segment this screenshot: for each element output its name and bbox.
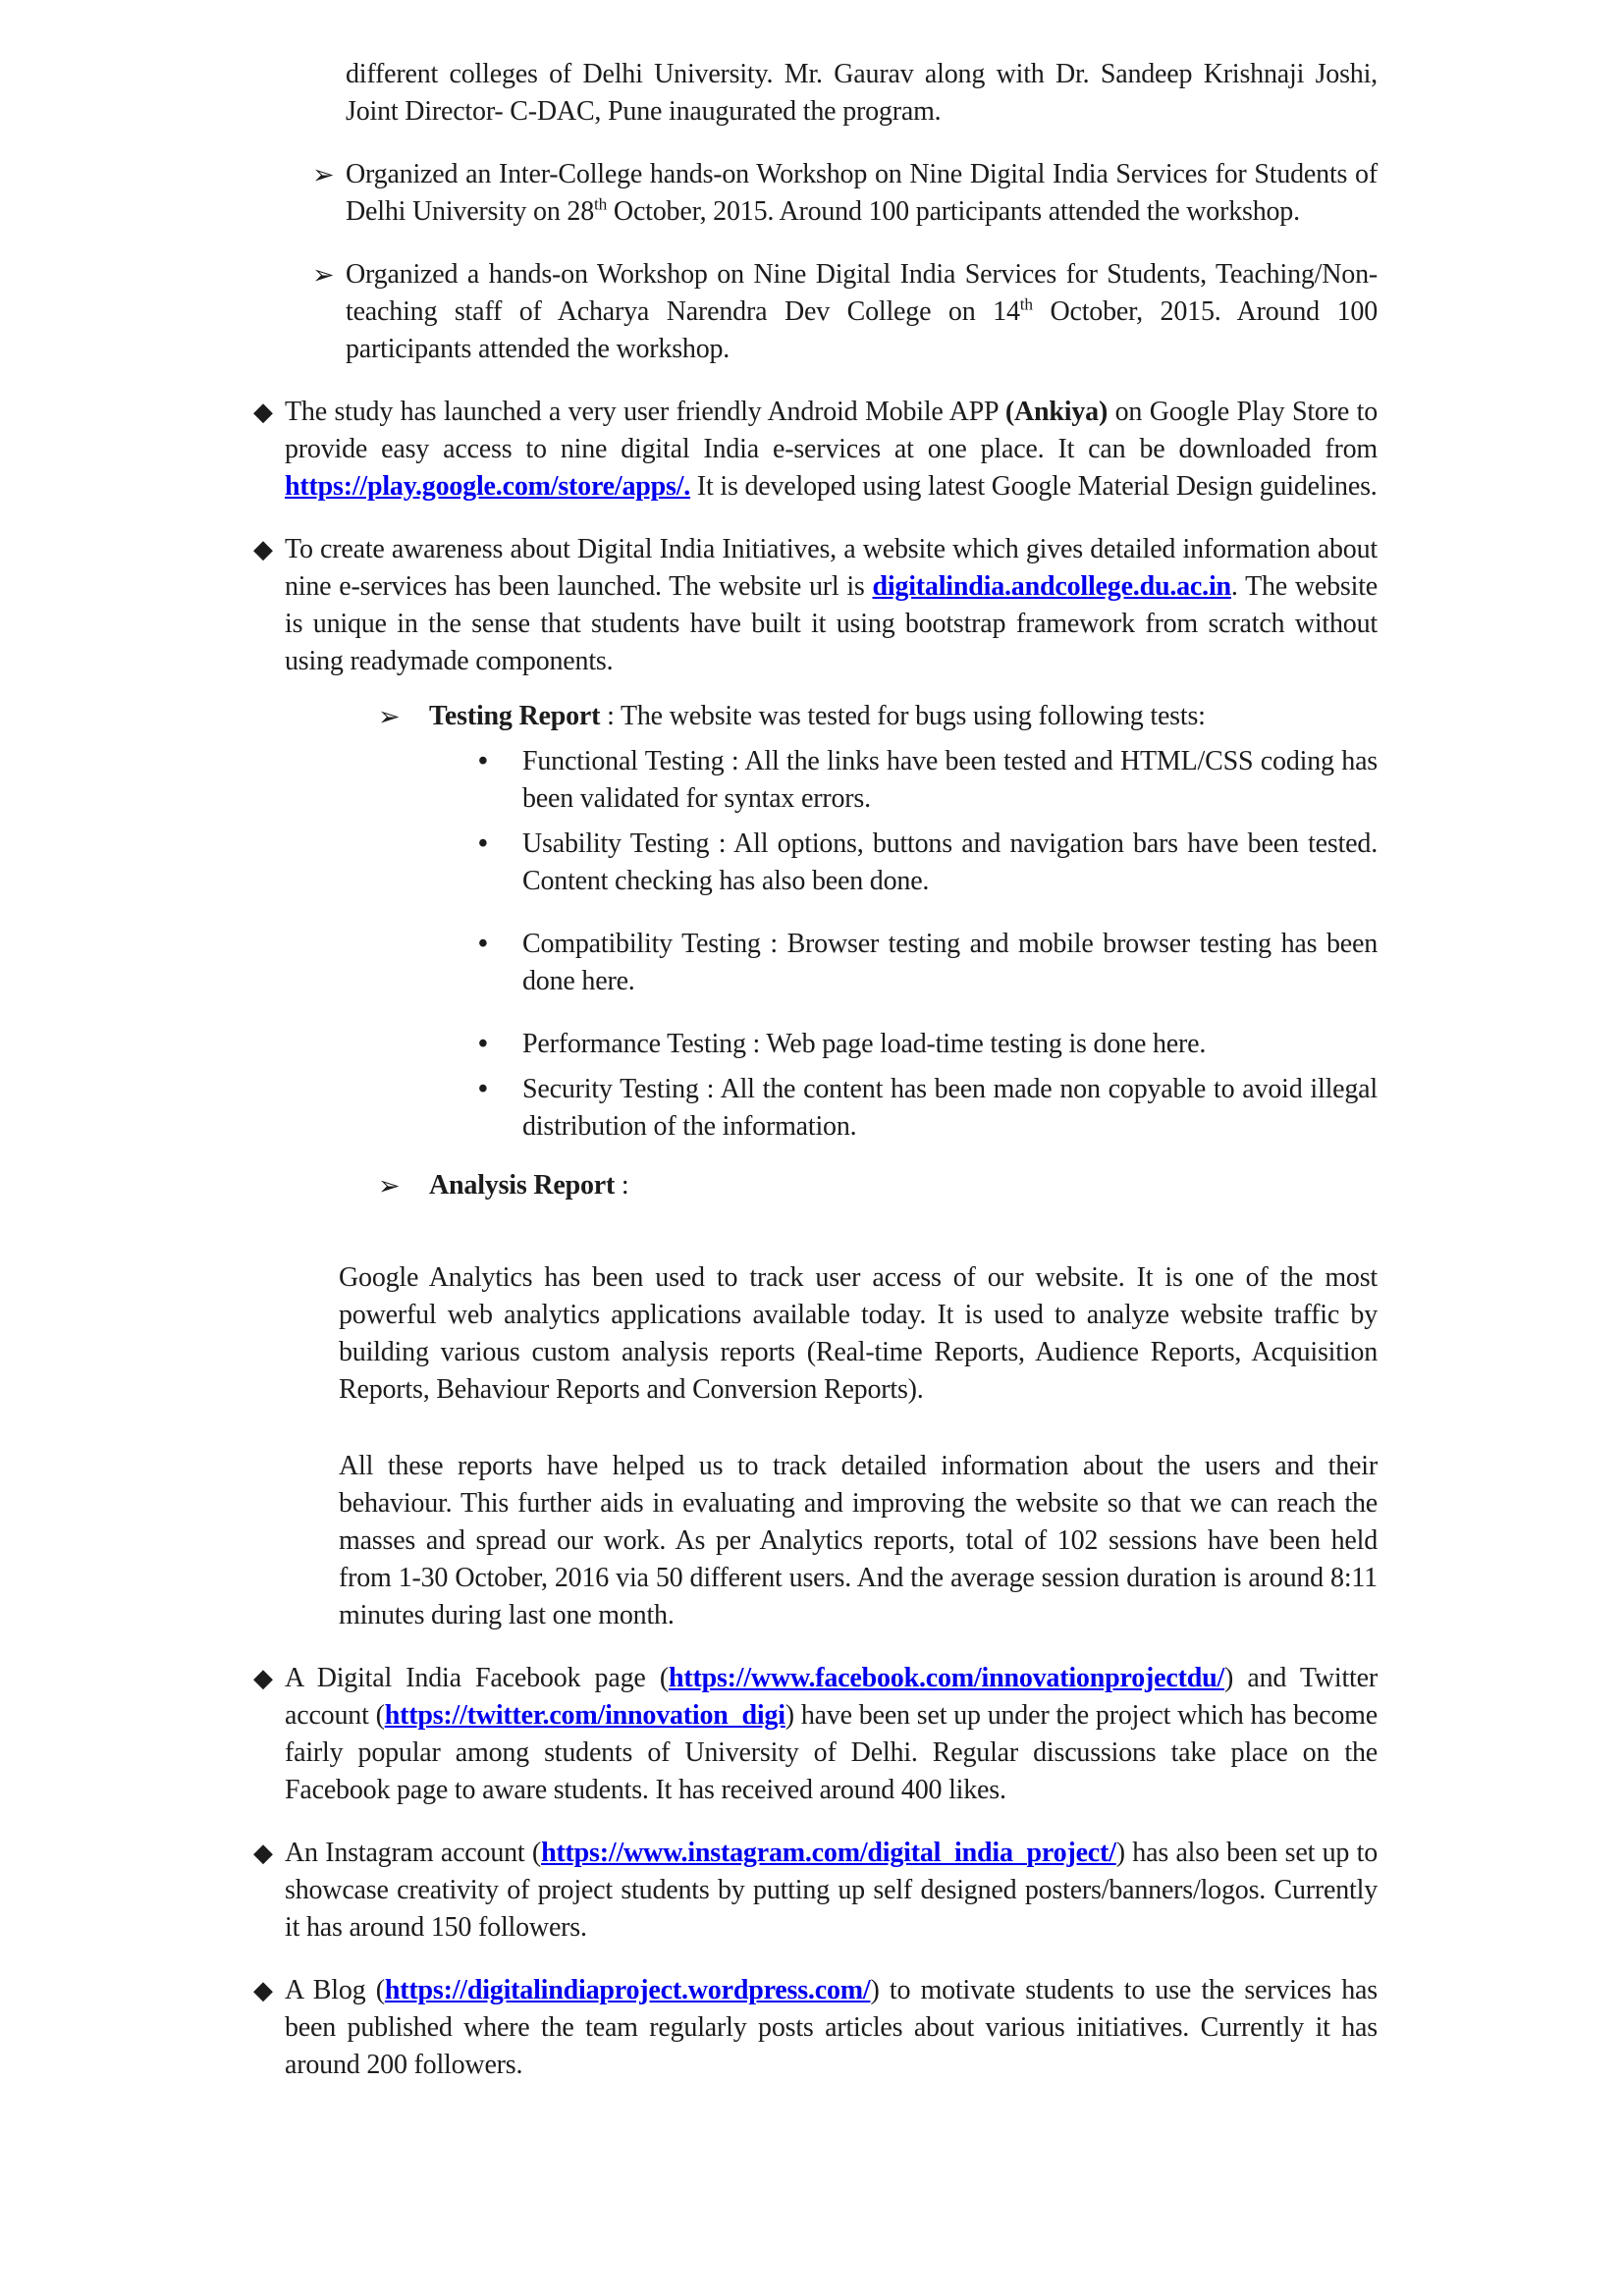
- diamond-bullet-icon: ◆: [253, 1664, 273, 1692]
- text-run: . The website is unique in the sense that students have built it using bootstrap framework from scratch without using readymade components.: [285, 571, 1378, 676]
- text-run: October, 2015. Around 100 participants attended the workshop.: [346, 296, 1378, 364]
- testing-report-heading-text: [429, 698, 1378, 735]
- test-security-text: [522, 1071, 1378, 1146]
- instagram-item-text: [285, 1835, 1378, 1947]
- text-run: Google Analytics has been used to track user access of our website. It is one of the most powerful web analytics applications available today. It is used to analyze website traffic by building various custom analysis reports (Real-time Reports, Audience Reports, Acquisition Reports, Behaviour Reports and Conversion Reports).: [339, 1262, 1378, 1405]
- document-body: [0, 56, 1623, 2084]
- dot-bullet-icon: •: [478, 828, 488, 859]
- text-run: ) has also been set up to showcase creativity of project students by putting up self designed posters/banners/logos. Currently it has around 150 followers.: [285, 1838, 1378, 1943]
- test-compatibility: [0, 926, 1623, 1000]
- text-run: Performance Testing : Web page load-time testing is done here.: [522, 1029, 1207, 1059]
- text-run: Organized an Inter-College hands-on Workshop on Nine Digital India Services for Students of Delhi University on 28: [346, 159, 1378, 227]
- hyperlink[interactable]: https://play.google.com/store/apps/.: [285, 471, 691, 502]
- workshop-acharya-narendra-dev-text: [346, 256, 1378, 368]
- text-run: An Instagram account (: [285, 1838, 542, 1868]
- test-security: [0, 1071, 1623, 1146]
- analysis-report-heading-text: [429, 1167, 1378, 1204]
- text-run: To create awareness about Digital India Initiatives, a website which gives detailed information about nine e-services has been launched. The website url is: [285, 534, 1378, 602]
- hyperlink[interactable]: https://www.instagram.com/digital_india_project/: [541, 1838, 1116, 1868]
- diamond-bullet-icon: ◆: [253, 1839, 273, 1867]
- text-run: The study has launched a very user friendly Android Mobile APP: [285, 397, 1005, 427]
- superscript-text: th: [594, 194, 608, 214]
- analytics-overview-paragraph-text: [339, 1259, 1378, 1409]
- facebook-twitter-item: [0, 1660, 1623, 1809]
- text-run: Usability Testing : All options, buttons and navigation bars have been tested. Content checking has also been done.: [522, 828, 1378, 896]
- hyperlink[interactable]: https://twitter.com/innovation_digi: [384, 1700, 785, 1731]
- test-performance-text: [522, 1026, 1378, 1063]
- analysis-report-heading: [0, 1167, 1623, 1204]
- arrow-bullet-icon: ➢: [378, 702, 401, 731]
- bold-text-run: Analysis Report: [429, 1170, 616, 1201]
- arrow-bullet-icon: ➢: [312, 160, 335, 189]
- diamond-bullet-icon: ◆: [253, 1976, 273, 2004]
- workshop-inter-college: [0, 156, 1623, 231]
- text-run: Functional Testing : All the links have been tested and HTML/CSS coding has been validated for syntax errors.: [522, 746, 1378, 814]
- text-run: different colleges of Delhi University. Mr. Gaurav along with Dr. Sandeep Krishnaji Joshi, Joint Director- C-DAC, Pune inaugurated the program.: [346, 59, 1378, 127]
- workshop-inter-college-text: [346, 156, 1378, 231]
- test-functional-text: [522, 743, 1378, 818]
- text-run: It is developed using latest Google Material Design guidelines.: [690, 471, 1378, 502]
- text-run: All these reports have helped us to track detailed information about the users and their behaviour. This further aids in evaluating and improving the website so that we can reach the masses and spread our work. As per Analytics reports, total of 102 sessions have been held from 1-30 October, 2016 via 50 different users. And the average session duration is around 8:11 minutes during last one month.: [339, 1451, 1378, 1630]
- dot-bullet-icon: •: [478, 1029, 488, 1059]
- text-run: on Google Play Store to provide easy access to nine digital India e-services at one place. It can be downloaded from: [285, 397, 1378, 464]
- superscript-text: th: [1019, 294, 1033, 314]
- android-app-item-text: [285, 394, 1378, 506]
- test-performance: [0, 1026, 1623, 1063]
- text-run: A Blog (: [285, 1975, 385, 2005]
- analytics-overview-paragraph: [0, 1259, 1623, 1409]
- arrow-bullet-icon: ➢: [378, 1171, 401, 1201]
- android-app-item: [0, 394, 1623, 506]
- text-run: Organized a hands-on Workshop on Nine Digital India Services for Students, Teaching/Non-teaching staff of Acharya Narendra Dev College on 14: [346, 259, 1378, 327]
- text-run: A Digital India Facebook page (: [285, 1663, 669, 1693]
- arrow-bullet-icon: ➢: [312, 260, 335, 290]
- test-functional: [0, 743, 1623, 818]
- text-run: ) have been set up under the project which has become fairly popular among students of University of Delhi. Regular discussions take place on the Facebook page to aware students. It has received around 400 likes.: [285, 1700, 1378, 1805]
- test-usability: [0, 826, 1623, 900]
- testing-report-heading: [0, 698, 1623, 735]
- website-item: [0, 531, 1623, 680]
- dot-bullet-icon: •: [478, 929, 488, 959]
- dot-bullet-icon: •: [478, 746, 488, 776]
- analytics-findings-paragraph-text: [339, 1448, 1378, 1634]
- text-run: ) to motivate students to use the services has been published where the team regularly posts articles about various initiatives. Currently it has around 200 followers.: [285, 1975, 1378, 2080]
- diamond-bullet-icon: ◆: [253, 535, 273, 563]
- facebook-twitter-item-text: [285, 1660, 1378, 1809]
- bold-text-run: Testing Report: [429, 701, 601, 731]
- hyperlink[interactable]: https://www.facebook.com/innovationprojectdu/: [668, 1663, 1225, 1693]
- test-usability-text: [522, 826, 1378, 900]
- text-run: : The website was tested for bugs using following tests:: [600, 701, 1206, 731]
- text-run: October, 2015. Around 100 participants attended the workshop.: [607, 196, 1300, 227]
- text-run: Security Testing : All the content has been made non copyable to avoid illegal distribution of the information.: [522, 1074, 1378, 1142]
- intro-continuation: [0, 56, 1623, 131]
- dot-bullet-icon: •: [478, 1074, 488, 1104]
- blog-item: [0, 1972, 1623, 2084]
- text-run: :: [615, 1170, 629, 1201]
- hyperlink[interactable]: https://digitalindiaproject.wordpress.com/: [384, 1975, 871, 2005]
- website-item-text: [285, 531, 1378, 680]
- intro-continuation-text: [346, 56, 1378, 131]
- hyperlink[interactable]: digitalindia.andcollege.du.ac.in: [872, 571, 1231, 602]
- text-run: Compatibility Testing : Browser testing and mobile browser testing has been done here.: [522, 929, 1378, 996]
- instagram-item: [0, 1835, 1623, 1947]
- test-compatibility-text: [522, 926, 1378, 1000]
- diamond-bullet-icon: ◆: [253, 398, 273, 426]
- bold-text-run: (Ankiya): [1004, 397, 1109, 427]
- workshop-acharya-narendra-dev: [0, 256, 1623, 368]
- blog-item-text: [285, 1972, 1378, 2084]
- analytics-findings-paragraph: [0, 1448, 1623, 1634]
- text-run: ) and Twitter account (: [285, 1663, 1378, 1731]
